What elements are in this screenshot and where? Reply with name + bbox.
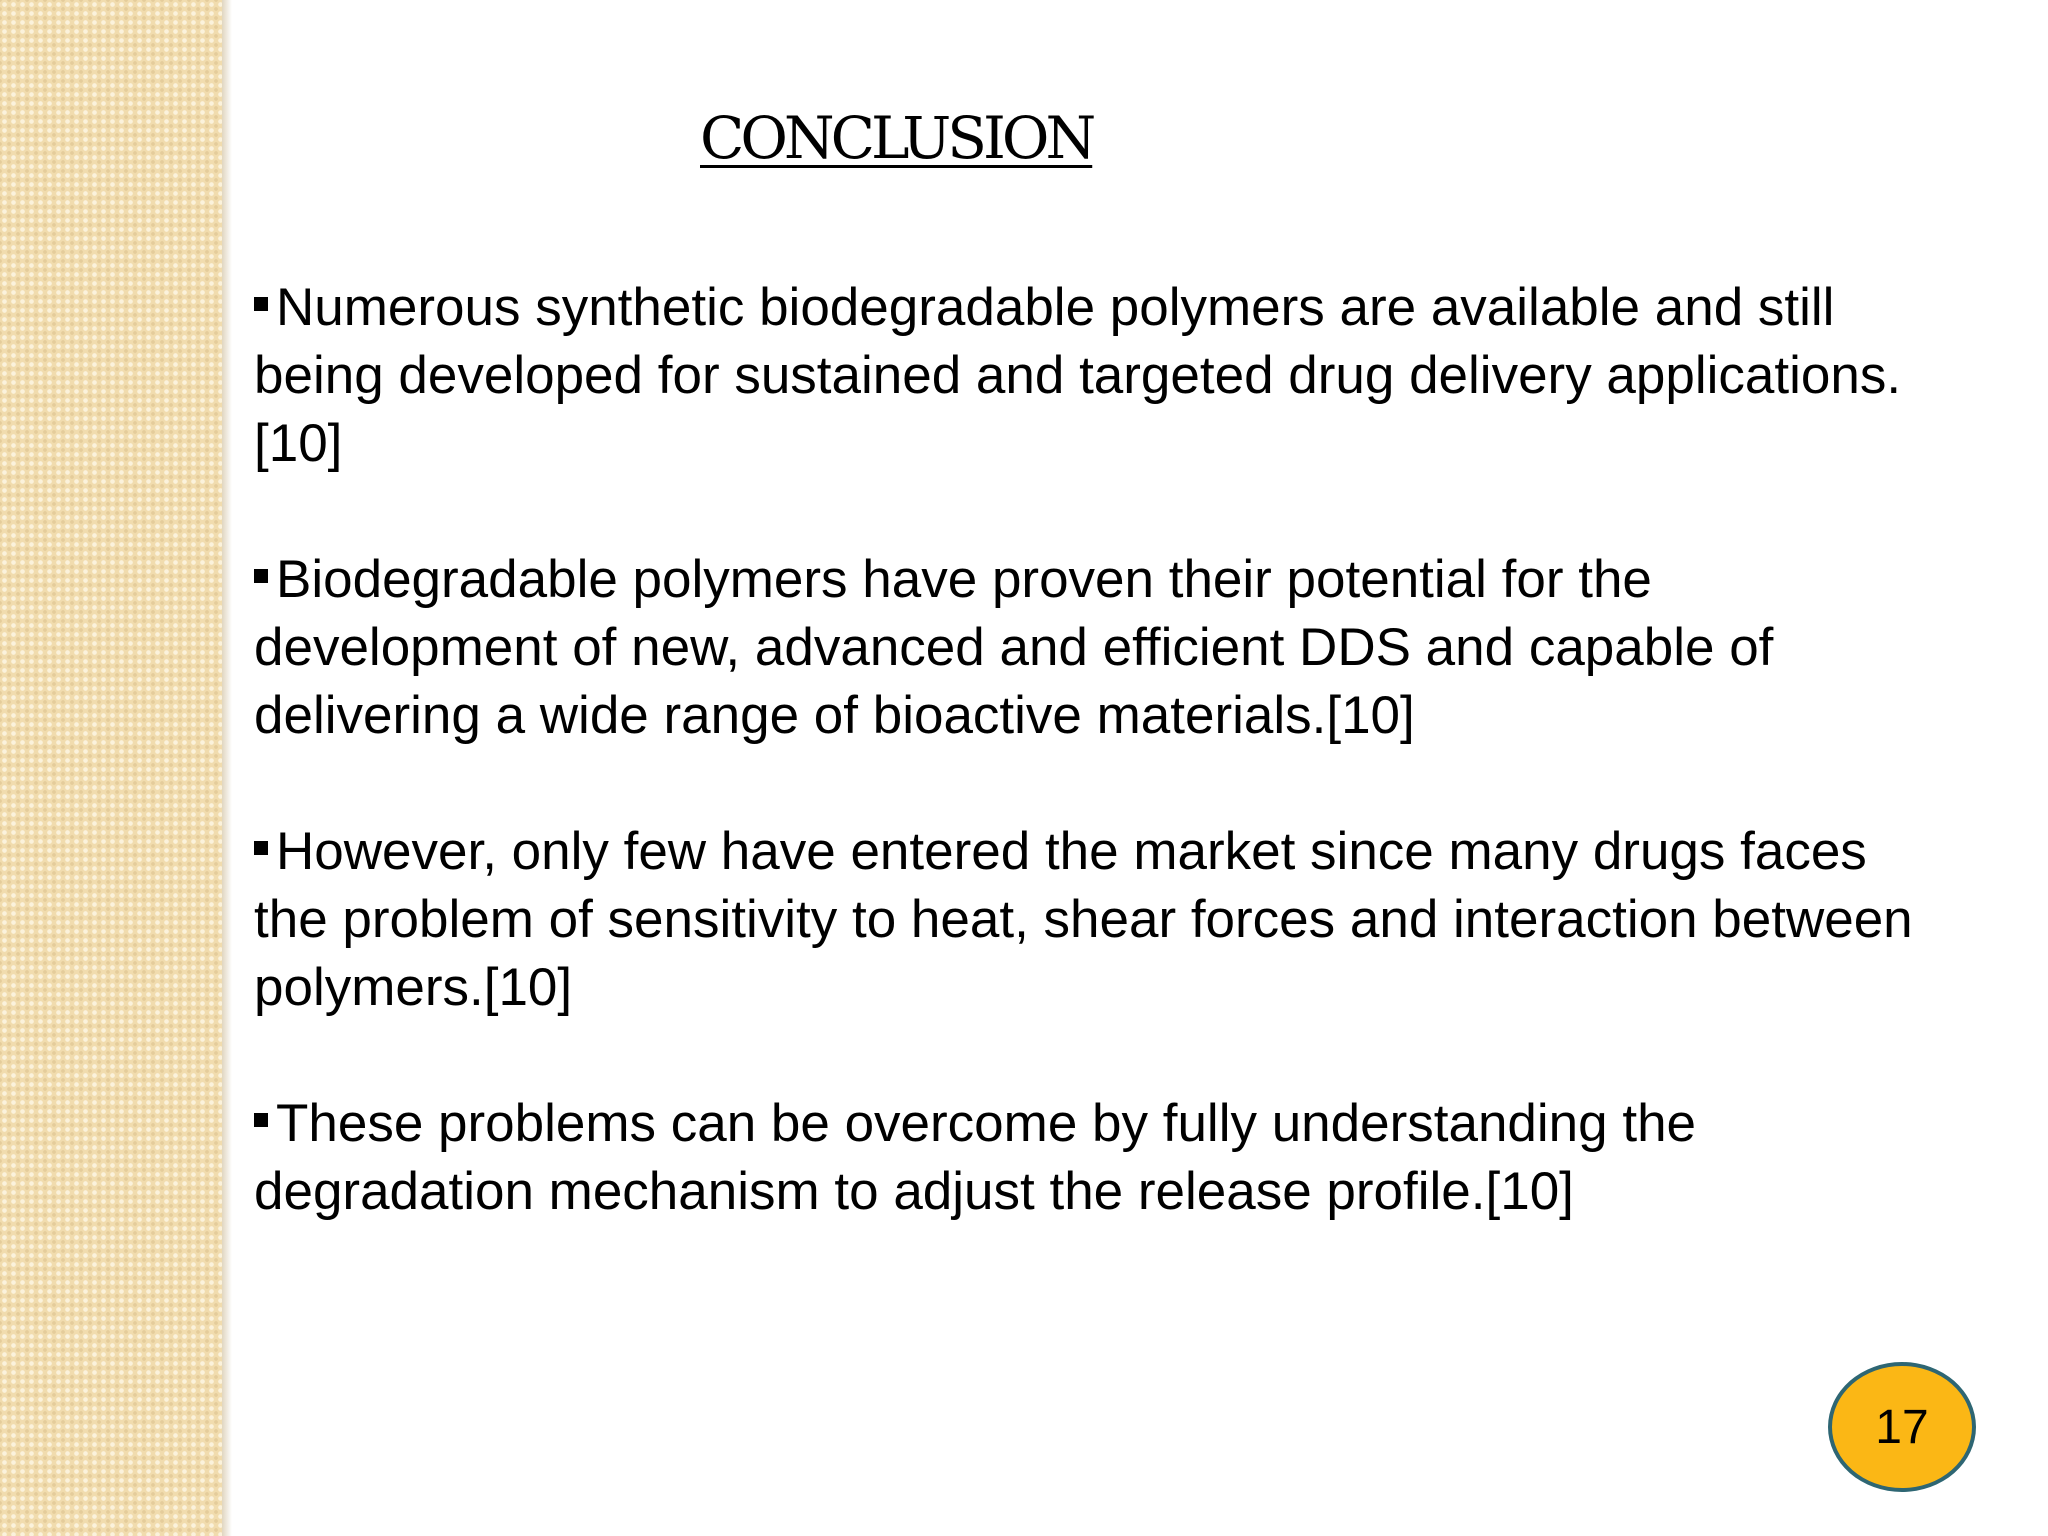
decorative-side-band [0,0,222,1536]
page-number-badge [1828,1362,1976,1492]
bullet-text-3: However, only few have entered the market since many drugs faces the problem of sensitivity to heat, shear forces and interaction between polymers.[10] [254,822,1913,1017]
bullet-text-1: Numerous synthetic biodegradable polymers are available and still being developed for sustained and targeted drug delivery applications.[10] [254,278,1902,473]
square-bullet-icon [254,841,268,855]
square-bullet-icon [254,297,268,311]
square-bullet-icon [254,1113,268,1127]
bullet-text-4: These problems can be overcome by fully understanding the degradation mechanism to adjust the release profile.[10] [254,1094,1697,1221]
bullet-text-2: Biodegradable polymers have proven their potential for the development of new, advanced and efficient DDS and capable of delivering a wide range of bioactive materials.[10] [254,550,1774,745]
bullet-list [254,274,1914,1294]
square-bullet-icon [254,569,268,583]
side-band-shadow [222,0,232,1536]
slide-title: CONCLUSION [700,104,1093,172]
bullet-item-1 [254,274,1914,478]
bullet-item-3 [254,818,1914,1022]
bullet-item-2 [254,546,1914,750]
bullet-item-4 [254,1090,1914,1226]
page-number: 17 [1875,1400,1929,1454]
